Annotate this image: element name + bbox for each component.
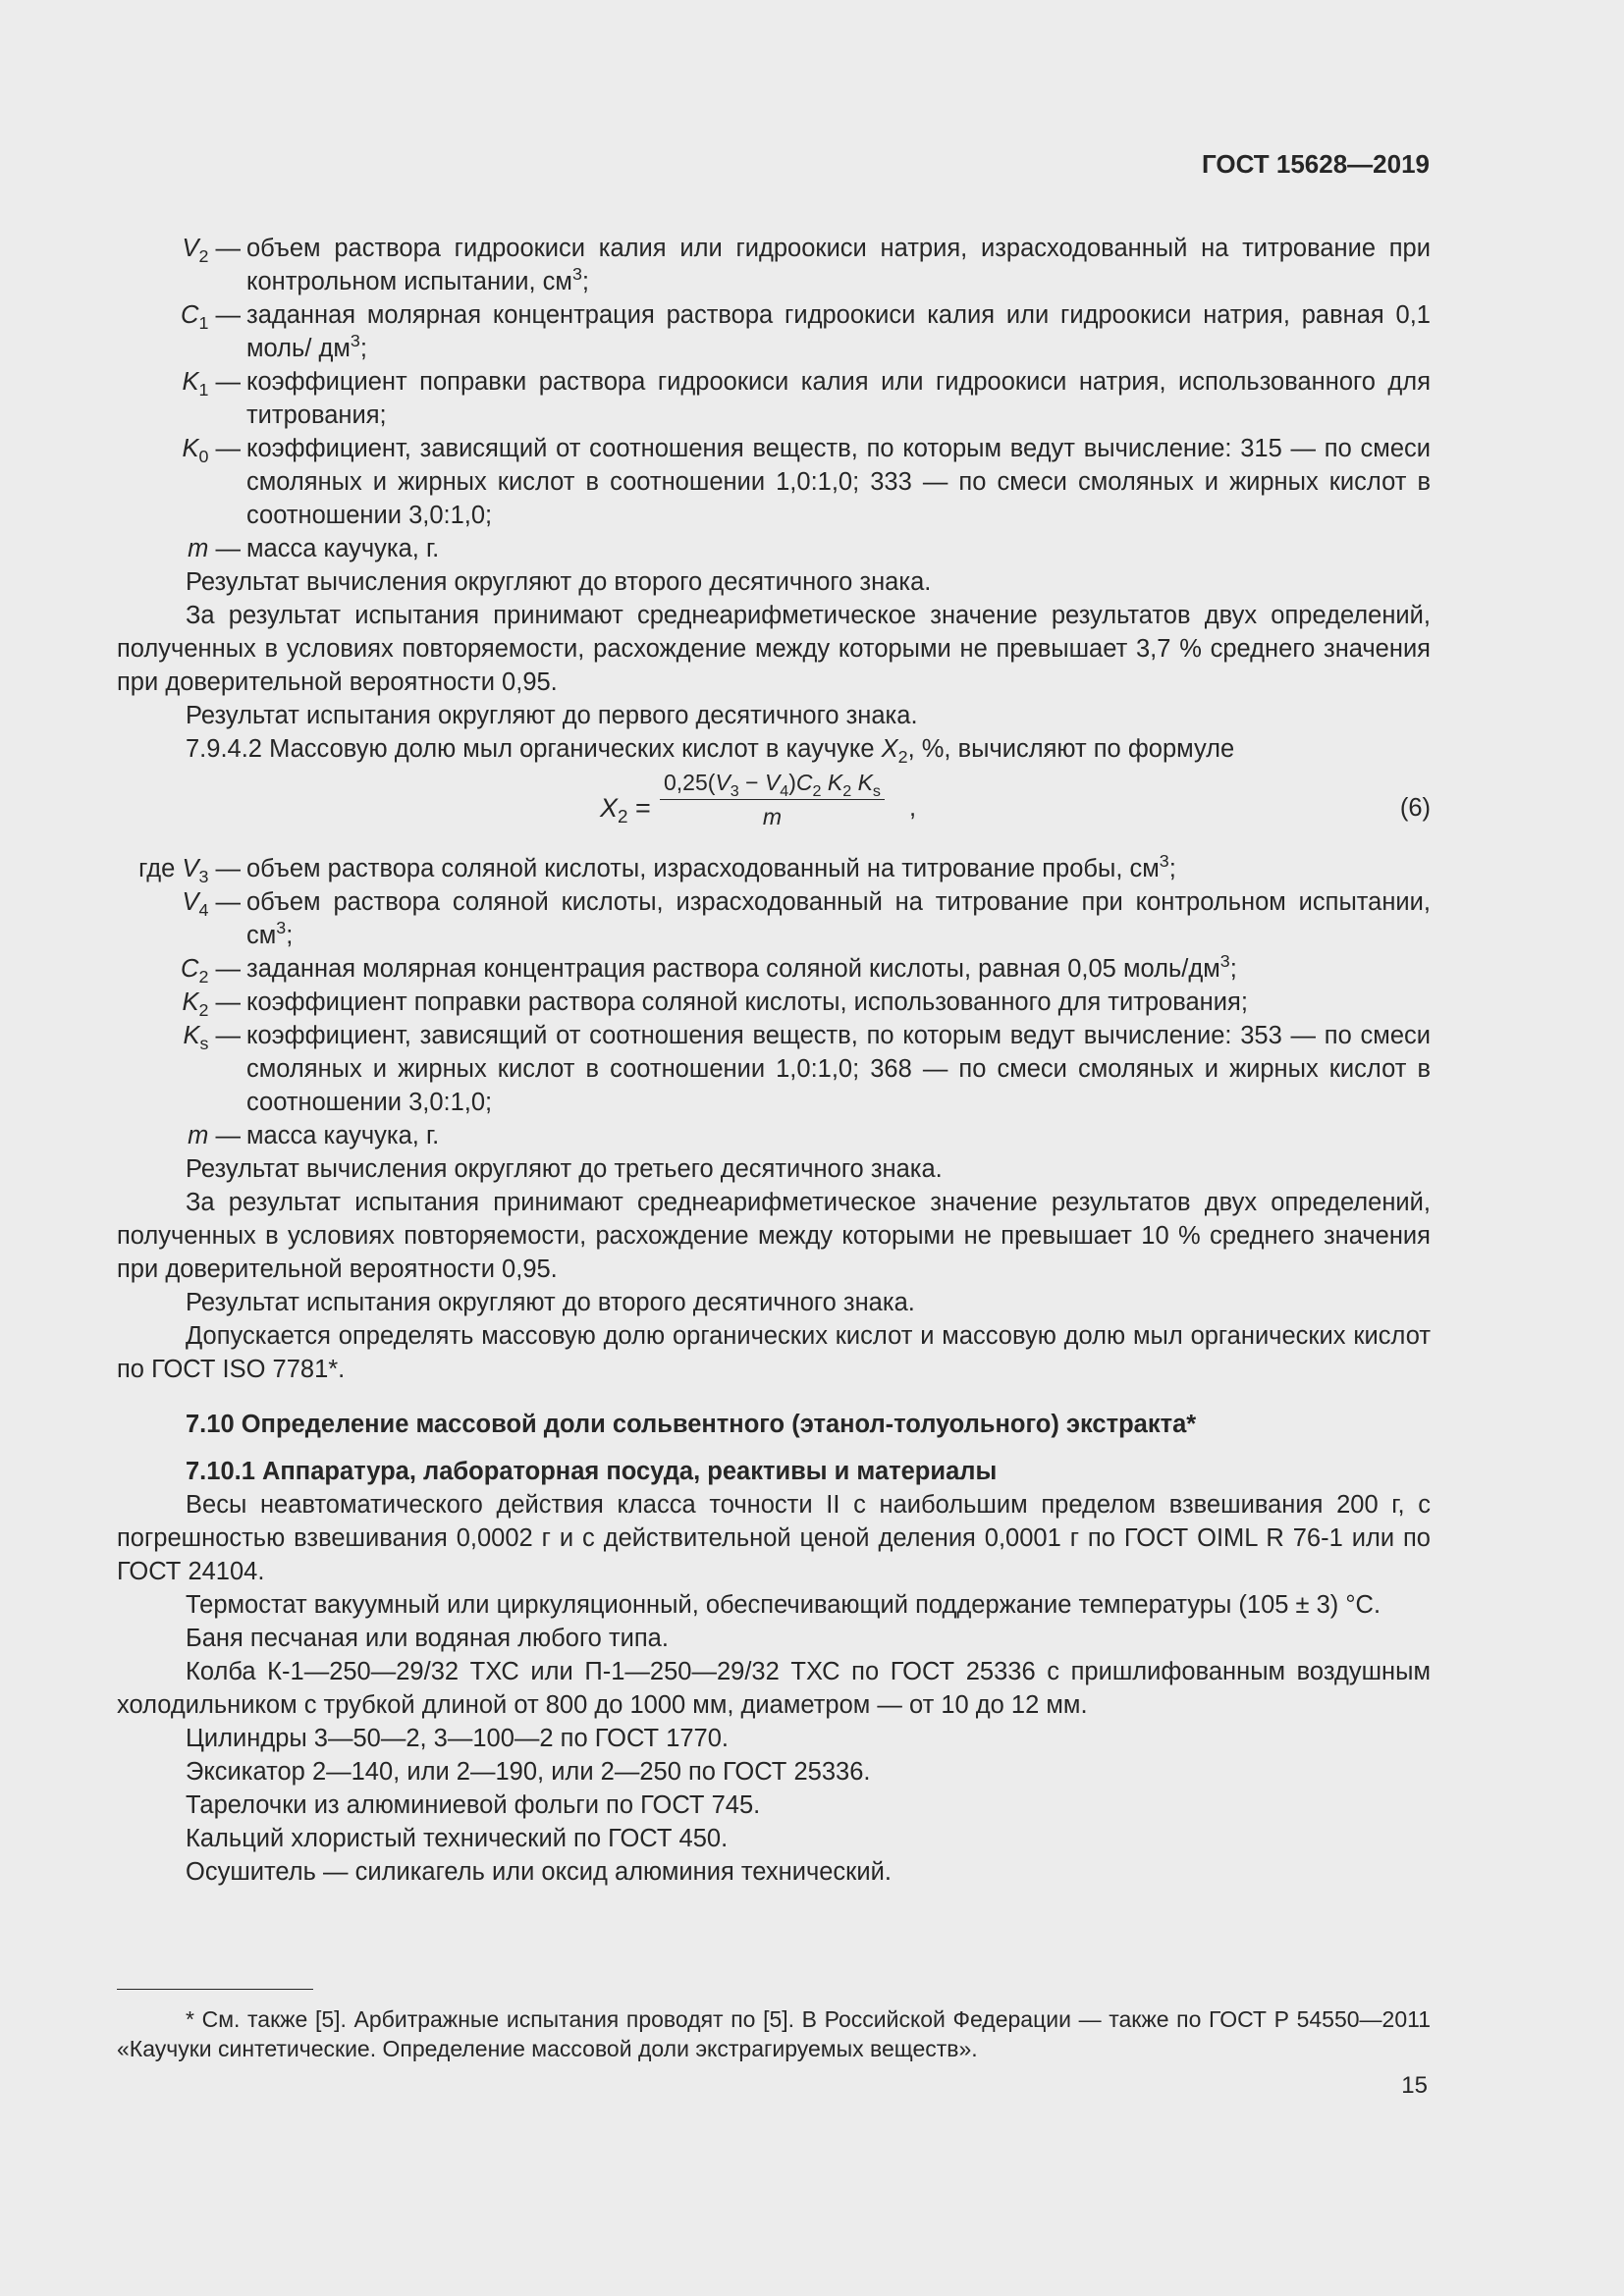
paragraph: Цилиндры 3—50—2, 3—100—2 по ГОСТ 1770.	[186, 1725, 730, 1752]
formula-number: (6)	[1399, 794, 1431, 822]
definition-text: объем раствора соляной кислоты, израсходованный на титрование пробы, $см^3$;	[246, 851, 1176, 882]
definition-item	[117, 852, 1431, 885]
definitions-list-b	[117, 852, 1431, 1152]
clause-7-9-4-2: 7.9.4.2 Массовую долю мыл органических кислот в каучуке $X_2$, %, вычисляют по формуле	[186, 735, 1235, 767]
definition-symbol: $V_2$ —	[182, 235, 241, 266]
paragraph: Результат испытания округляют до второго десятичного знака.	[186, 1289, 915, 1316]
paragraph: Осушитель — силикагель или оксид алюминия технический.	[186, 1858, 892, 1886]
paragraph: Весы неавтоматического действия класса точности II с наибольшим пределом взвешивания 200 г, с погрешностью взвешивания 0,0002 г и с действительной ценой деления 0,0001 г по ГОСТ OIML R 76-1 или по ГОСТ 24104.	[117, 1491, 1431, 1585]
formula-numerator: $0,25(V_3 - V_4)C_2$ $K_2$ $K_s$	[660, 768, 885, 800]
paragraph: Термостат вакуумный или циркуляционный, обеспечивающий поддержание температуры (105 ± 3) °С.	[186, 1591, 1381, 1619]
page-number: 15	[1401, 2072, 1428, 2099]
paragraph: Колба К-1—250—29/32 ТХС или П-1—250—29/32 ТХС по ГОСТ 25336 с пришлифованным воздушным холодильником с трубкой длиной от 800 до 1000 мм, диаметром — от 10 до 12 мм.	[117, 1658, 1431, 1719]
definition-symbol: $V_4$ —	[182, 888, 241, 920]
definition-item	[117, 1019, 1431, 1119]
definition-text: заданная молярная концентрация раствора соляной кислоты, равная 0,05 моль/$дм^3$;	[246, 951, 1237, 983]
definition-text: объем раствора соляной кислоты, израсходованный на титрование при контрольном испытании, $см^3$;	[246, 888, 1431, 949]
definition-item	[117, 232, 1431, 298]
definition-text: коэффициент поправки раствора гидроокиси калия или гидроокиси натрия, использованного для титрования;	[246, 368, 1431, 429]
definition-symbol: $K_2$ —	[182, 988, 241, 1020]
paragraph: За результат испытания принимают среднеарифметическое значение результатов двух определений, полученных в условиях повторяемости, расхождение между которыми не превышает 3,7 % среднего значения при доверительной вероятности 0,95.	[117, 602, 1431, 696]
definition-symbol: m —	[188, 1122, 241, 1149]
section-heading-7-10: 7.10 Определение массовой доли сольвентного (этанол-толуольного) экстракта*	[186, 1411, 1197, 1438]
definition-text: объем раствора гидроокиси калия или гидроокиси натрия, израсходованный на титрование при контрольном испытании, $см^3$;	[246, 235, 1431, 295]
paragraph: Допускается определять массовую долю органических кислот и массовую долю мыл органических кислот по ГОСТ ISO 7781*.	[117, 1322, 1431, 1383]
formula-comma: ,	[909, 794, 917, 822]
formula-lhs: $X_2$ =	[600, 793, 651, 828]
definition-text: коэффициент, зависящий от соотношения веществ, по которым ведут вычисление: 353 — по смеси смоляных и жирных кислот в соотношении 1,0:1,0; 368 — по смеси смоляных и жирных кислот в соотношении 3,0:1,0;	[246, 1022, 1431, 1116]
definition-symbol: $K_0$ —	[182, 435, 241, 466]
definition-symbol: $K_s$ —	[183, 1022, 241, 1053]
definition-item	[117, 885, 1431, 952]
definitions-list-a	[117, 232, 1431, 565]
definition-item	[117, 952, 1431, 986]
definition-text: масса каучука, г.	[246, 1122, 440, 1149]
paragraph: Результат вычисления округляют до второго десятичного знака.	[186, 568, 932, 596]
definition-text: коэффициент поправки раствора соляной кислоты, использованного для титрования;	[246, 988, 1248, 1016]
document-header: ГОСТ 15628—2019	[1202, 149, 1430, 179]
definition-item	[117, 986, 1431, 1019]
definition-text: масса каучука, г.	[246, 535, 440, 562]
formula-denominator: m	[762, 804, 783, 829]
formula-fraction	[660, 768, 885, 831]
definition-item	[117, 432, 1431, 532]
definition-text: заданная молярная концентрация раствора гидроокиси калия или гидроокиси натрия, равная 0,1 моль/ $дм^3$;	[246, 301, 1431, 362]
formula-6	[117, 768, 1431, 850]
paragraph: Тарелочки из алюминиевой фольги по ГОСТ 745.	[186, 1791, 761, 1819]
paragraph: Результат вычисления округляют до третьего десятичного знака.	[186, 1155, 943, 1183]
definition-symbol: где $V_3$ —	[138, 855, 241, 886]
paragraph: Баня песчаная или водяная любого типа.	[186, 1625, 669, 1652]
definition-symbol: $C_1$ —	[181, 301, 241, 333]
definition-item	[117, 365, 1431, 432]
paragraph: Эксикатор 2—140, или 2—190, или 2—250 по ГОСТ 25336.	[186, 1758, 871, 1786]
footnote-divider	[117, 1989, 313, 1990]
paragraph: Результат испытания округляют до первого десятичного знака.	[186, 702, 918, 729]
definition-symbol: $K_1$ —	[182, 368, 241, 400]
definition-item	[117, 1119, 1431, 1152]
definition-symbol: m —	[188, 535, 241, 562]
paragraph: Кальций хлористый технический по ГОСТ 450.	[186, 1825, 729, 1852]
paragraph: За результат испытания принимают среднеарифметическое значение результатов двух определений, полученных в условиях повторяемости, расхождение между которыми не превышает 10 % среднего значения при доверительной вероятности 0,95.	[117, 1189, 1431, 1283]
definition-text: коэффициент, зависящий от соотношения веществ, по которым ведут вычисление: 315 — по смеси смоляных и жирных кислот в соотношении 1,0:1,0; 333 — по смеси смоляных и жирных кислот в соотношении 3,0:1,0;	[246, 435, 1431, 529]
footnote: * См. также [5]. Арбитражные испытания проводят по [5]. В Российской Федерации — также по ГОСТ Р 54550—2011 «Каучуки синтетические. Определение массовой доли экстрагируемых веществ».	[117, 2006, 1431, 2061]
definition-item	[117, 532, 1431, 565]
definition-symbol: $C_2$ —	[181, 955, 241, 987]
page-body	[117, 232, 1431, 1889]
section-heading-7-10-1: 7.10.1 Аппаратура, лабораторная посуда, реактивы и материалы	[186, 1458, 998, 1485]
definition-item	[117, 298, 1431, 365]
